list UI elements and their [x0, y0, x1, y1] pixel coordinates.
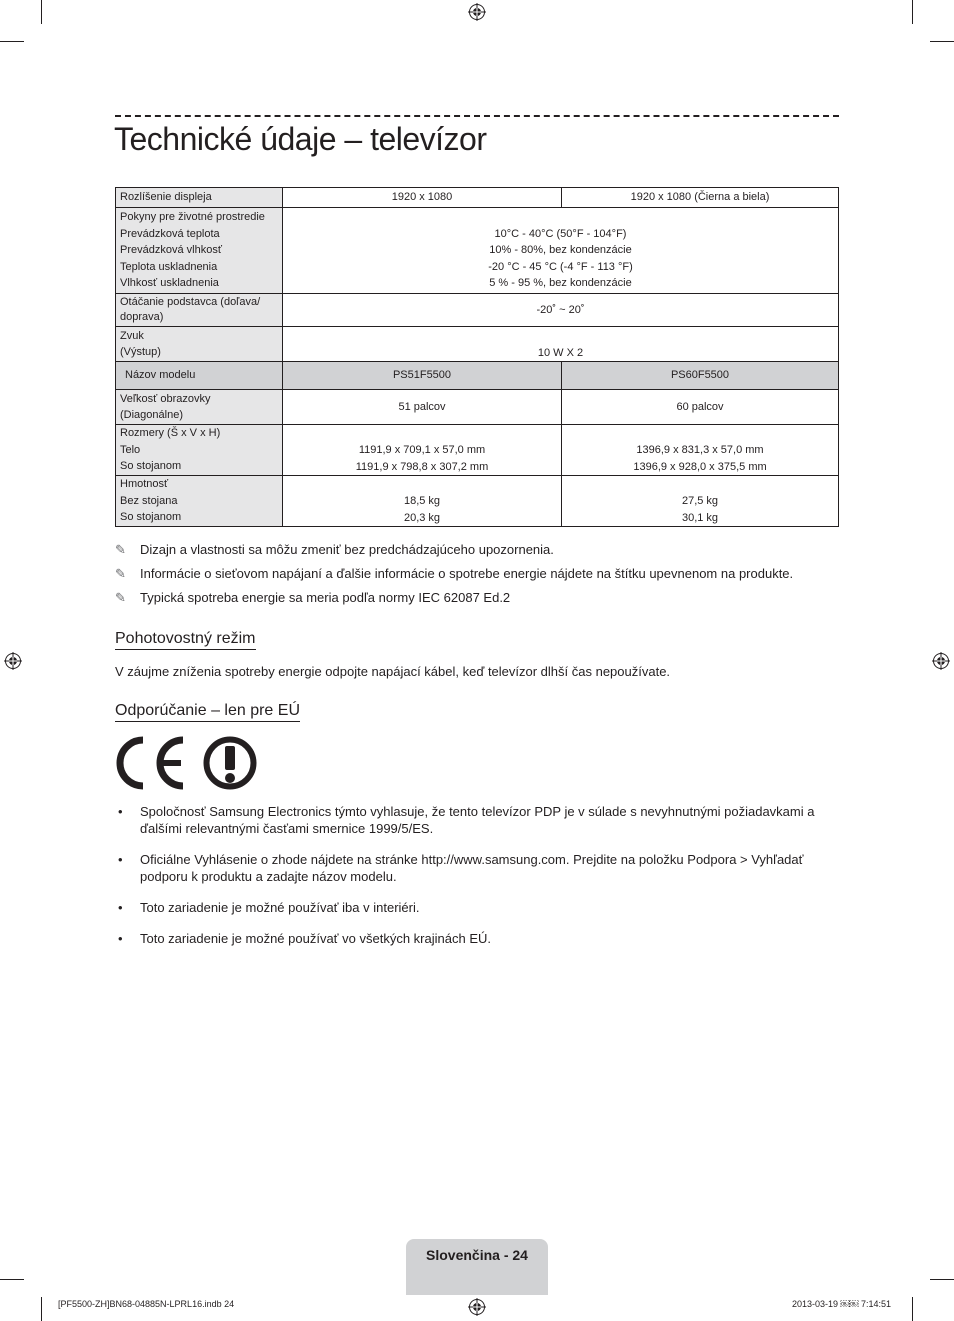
page-number-badge: Slovenčina - 24 — [406, 1239, 548, 1295]
cell-line: 5 % - 95 %, bez kondenzácie — [489, 277, 632, 289]
table-cell: PS51F5500 — [283, 362, 562, 390]
table-cell — [283, 476, 562, 527]
note-item — [115, 564, 845, 588]
pencil-note-icon: ✎ — [115, 590, 126, 605]
table-cell: PS60F5500 — [562, 362, 839, 390]
table-row — [116, 425, 839, 476]
row-label — [116, 425, 283, 476]
row-label-line: Prevádzková teplota — [120, 227, 220, 240]
table-cell: 60 palcov — [562, 390, 839, 425]
row-label-line: Hmotnosť — [120, 478, 169, 491]
note-item — [115, 588, 845, 612]
row-label — [116, 327, 283, 362]
row-label: Názov modelu — [116, 362, 283, 390]
bullet-icon: • — [118, 931, 123, 946]
pencil-note-icon: ✎ — [115, 566, 126, 581]
row-label-line: Prevádzková vlhkosť — [120, 244, 222, 257]
row-label-line: Rozmery (Š x V x H) — [120, 427, 221, 440]
row-label-line: (Diagonálne) — [120, 409, 183, 421]
bullet-text: Toto zariadenie je možné používať vo všetkých krajinách EÚ. — [140, 931, 491, 946]
row-label-line: Veľkosť obrazovky — [120, 392, 211, 405]
page-title: Technické údaje – televízor — [114, 121, 487, 157]
crop-mark — [930, 41, 954, 42]
compliance-marks — [115, 736, 257, 790]
table-cell: 51 palcov — [283, 390, 562, 425]
row-label-line: Vlhkosť uskladnenia — [120, 277, 219, 290]
print-slug-file: [PF5500-ZH]BN68-04885N-LPRL16.indb 24 — [58, 1299, 235, 1309]
ce-mark-icon — [115, 736, 193, 790]
spec-table — [115, 187, 839, 527]
bullet-text: Spoločnosť Samsung Electronics týmto vyhlasuje, že tento televízor PDP je v súlade s nevyhnutnými požiadavkami a ďalšími relevantnými časťami smernice 1999/5/ES. — [140, 804, 815, 836]
row-label: Rozlíšenie displeja — [116, 188, 283, 208]
table-row — [116, 476, 839, 527]
eu-heading: Odporúčanie – len pre EÚ — [115, 702, 300, 722]
pencil-note-icon: ✎ — [115, 542, 126, 557]
bullet-icon: • — [118, 900, 123, 915]
row-label-line: (Výstup) — [120, 346, 161, 358]
row-label-line: Pokyny pre životné prostredie — [120, 211, 265, 224]
row-label-line: Zvuk — [120, 329, 144, 342]
standby-text: V záujme zníženia spotreby energie odpojte napájací kábel, keď televízor dlhší čas nepoužívate. — [115, 664, 671, 679]
table-cell — [283, 425, 562, 476]
registration-mark-icon — [4, 652, 22, 670]
cell-line: 18,5 kg — [403, 495, 441, 507]
row-label — [116, 208, 283, 294]
registration-mark-icon — [932, 652, 950, 670]
bullet-text: Oficiálne Vyhlásenie o zhode nájdete na stránke http://www.samsung.com. Prejdite na položku Podpora > Vyhľadať podporu k produktu a zadajte názov modelu. — [140, 852, 804, 884]
crop-mark — [912, 1297, 913, 1321]
crop-mark — [0, 41, 24, 42]
cell-line: 10% - 80%, bez kondenzácie — [489, 244, 632, 256]
cell-line: 20,3 kg — [403, 511, 441, 524]
list-item — [115, 803, 845, 837]
cell-line: 30,1 kg — [681, 511, 719, 524]
note-text: Dizajn a vlastnosti sa môžu zmeniť bez predchádzajúceho upozornenia. — [140, 542, 554, 557]
crop-mark — [41, 0, 42, 24]
note-item — [115, 540, 845, 564]
registration-mark-icon — [468, 1298, 486, 1316]
note-text: Informácie o sieťovom napájaní a ďalšie informácie o spotrebe energie nájdete na štítku upevnenom na produkte. — [140, 566, 794, 581]
cell-line: 27,5 kg — [681, 495, 719, 507]
standby-heading: Pohotovostný režim — [115, 630, 256, 650]
table-cell — [562, 425, 839, 476]
row-label-line: So stojanom — [120, 511, 182, 524]
row-label: Otáčanie podstavca (doľava/ doprava) — [116, 294, 283, 327]
note-text: Typická spotreba energie sa meria podľa normy IEC 62087 Ed.2 — [140, 590, 511, 605]
cell-line: -20 °C - 45 °C (-4 °F - 113 °F) — [488, 260, 633, 273]
row-label-line: Telo — [120, 443, 141, 456]
list-item — [115, 851, 845, 885]
row-label-line: So stojanom — [120, 460, 182, 473]
cell-line: 10°C - 40°C (50°F - 104°F) — [494, 227, 627, 240]
print-slug-date: 2013-03-19 ￼￼ 7:14:51 — [792, 1299, 892, 1309]
table-row — [116, 208, 839, 294]
crop-mark — [930, 1279, 954, 1280]
table-cell — [283, 208, 839, 294]
list-item — [115, 899, 845, 916]
table-cell: 10 W X 2 — [283, 327, 839, 362]
cell-line: 1191,9 x 798,8 x 307,2 mm — [355, 460, 489, 473]
table-cell — [562, 476, 839, 527]
title-dashed-rule — [115, 115, 839, 117]
bullet-text: Toto zariadenie je možné používať iba v interiéri. — [140, 900, 420, 915]
table-row — [116, 362, 839, 390]
registration-mark-icon — [468, 3, 486, 21]
bullet-icon: • — [118, 804, 123, 819]
table-cell: 1920 x 1080 (Čierna a biela) — [562, 188, 839, 208]
crop-mark — [912, 0, 913, 24]
crop-mark — [41, 1297, 42, 1321]
list-item — [115, 930, 845, 947]
row-label-line: Teplota uskladnenia — [120, 260, 218, 273]
table-row — [116, 188, 839, 208]
cell-line: 1396,9 x 831,3 x 57,0 mm — [636, 444, 764, 456]
notes-list — [115, 540, 845, 612]
alert-circle-icon — [203, 736, 257, 790]
eu-bullet-list — [115, 803, 845, 961]
row-label — [116, 476, 283, 527]
table-row — [116, 390, 839, 425]
crop-mark — [0, 1279, 24, 1280]
table-row — [116, 294, 839, 327]
cell-line: 1396,9 x 928,0 x 375,5 mm — [633, 460, 767, 473]
table-row — [116, 327, 839, 362]
row-label — [116, 390, 283, 425]
cell-line: 1191,9 x 709,1 x 57,0 mm — [358, 444, 486, 456]
table-cell: -20˚ ~ 20˚ — [283, 294, 839, 327]
bullet-icon: • — [118, 852, 123, 867]
table-cell: 1920 x 1080 — [283, 188, 562, 208]
row-label-line: Bez stojana — [120, 494, 178, 507]
